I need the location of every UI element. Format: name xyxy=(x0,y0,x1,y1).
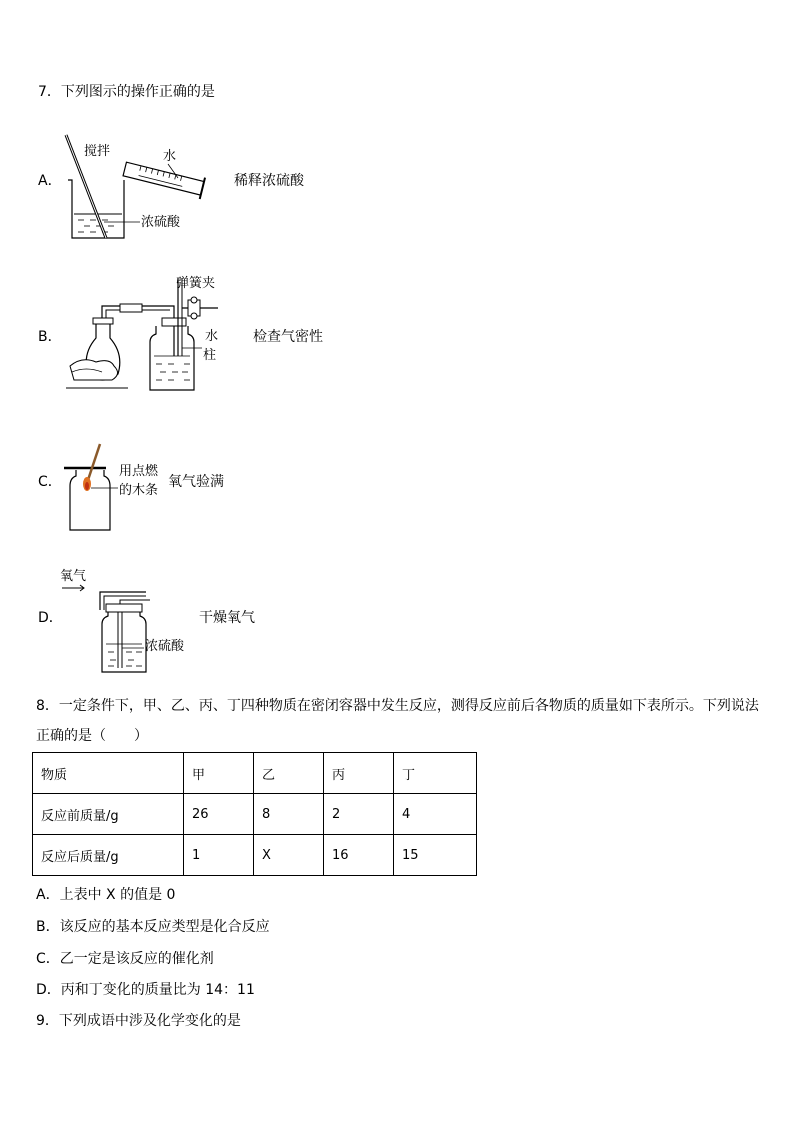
question-7-stem: 7．下列图示的操作正确的是 xyxy=(38,84,215,100)
option-b-letter: B． xyxy=(38,329,62,345)
option-c-caption: 氧气验满 xyxy=(168,474,224,490)
option-a-letter: A． xyxy=(38,173,62,189)
label-lit-stick-1: 用点燃 xyxy=(119,464,159,479)
question-8-stem-line1: 8．一定条件下，甲、乙、丙、丁四种物质在密闭容器中发生反应，测得反应前后各物质的质量如下表所示。下列说法 xyxy=(36,698,759,714)
table-cell: 15 xyxy=(394,835,477,876)
q8-choice-c: C．乙一定是该反应的催化剂 xyxy=(36,951,214,967)
mass-table xyxy=(32,752,477,876)
question-8-stem-line2: 正确的是（ ） xyxy=(36,728,148,744)
table-cell: 8 xyxy=(254,794,324,835)
label-water-column-1: 水 xyxy=(205,329,219,344)
q8-choice-d: D．丙和丁变化的质量比为 14：11 xyxy=(36,982,255,998)
oxygen-full-test-figure xyxy=(60,440,120,535)
option-d-letter: D． xyxy=(38,610,63,626)
label-water: 水 xyxy=(163,149,177,164)
option-b-caption: 检查气密性 xyxy=(253,329,323,345)
dry-oxygen-figure xyxy=(60,580,150,675)
label-stir: 搅拌 xyxy=(84,144,111,159)
question-9-stem: 9．下列成语中涉及化学变化的是 xyxy=(36,1013,241,1029)
table-cell: 2 xyxy=(324,794,394,835)
option-c-letter: C． xyxy=(38,474,62,490)
table-cell: X xyxy=(254,835,324,876)
table-cell: 1 xyxy=(184,835,254,876)
option-a-caption: 稀释浓硫酸 xyxy=(234,173,304,189)
label-water-column-2: 柱 xyxy=(203,348,217,363)
table-cell: 16 xyxy=(324,835,394,876)
q8-choice-b: B．该反应的基本反应类型是化合反应 xyxy=(36,919,270,935)
label-oxygen: 氧气 xyxy=(60,569,87,584)
label-spring-clamp: 弹簧夹 xyxy=(176,276,216,291)
table-header-cell: 物质 xyxy=(33,753,184,794)
option-d-caption: 干燥氧气 xyxy=(199,610,255,626)
table-header-cell: 甲 xyxy=(184,753,254,794)
table-row xyxy=(33,835,477,876)
table-header-cell: 乙 xyxy=(254,753,324,794)
table-cell: 反应前质量/g xyxy=(33,794,184,835)
table-header-row xyxy=(33,753,477,794)
label-conc-sulfuric-acid: 浓硫酸 xyxy=(141,215,181,230)
table-header-cell: 丁 xyxy=(394,753,477,794)
q8-choice-a: A．上表中 X 的值是 0 xyxy=(36,887,176,903)
table-cell: 26 xyxy=(184,794,254,835)
table-row xyxy=(33,794,477,835)
table-cell: 4 xyxy=(394,794,477,835)
label-d-conc-sulfuric-acid: 浓硫酸 xyxy=(145,639,185,654)
table-header-cell: 丙 xyxy=(324,753,394,794)
table-cell: 反应后质量/g xyxy=(33,835,184,876)
label-lit-stick-2: 的木条 xyxy=(119,483,159,498)
